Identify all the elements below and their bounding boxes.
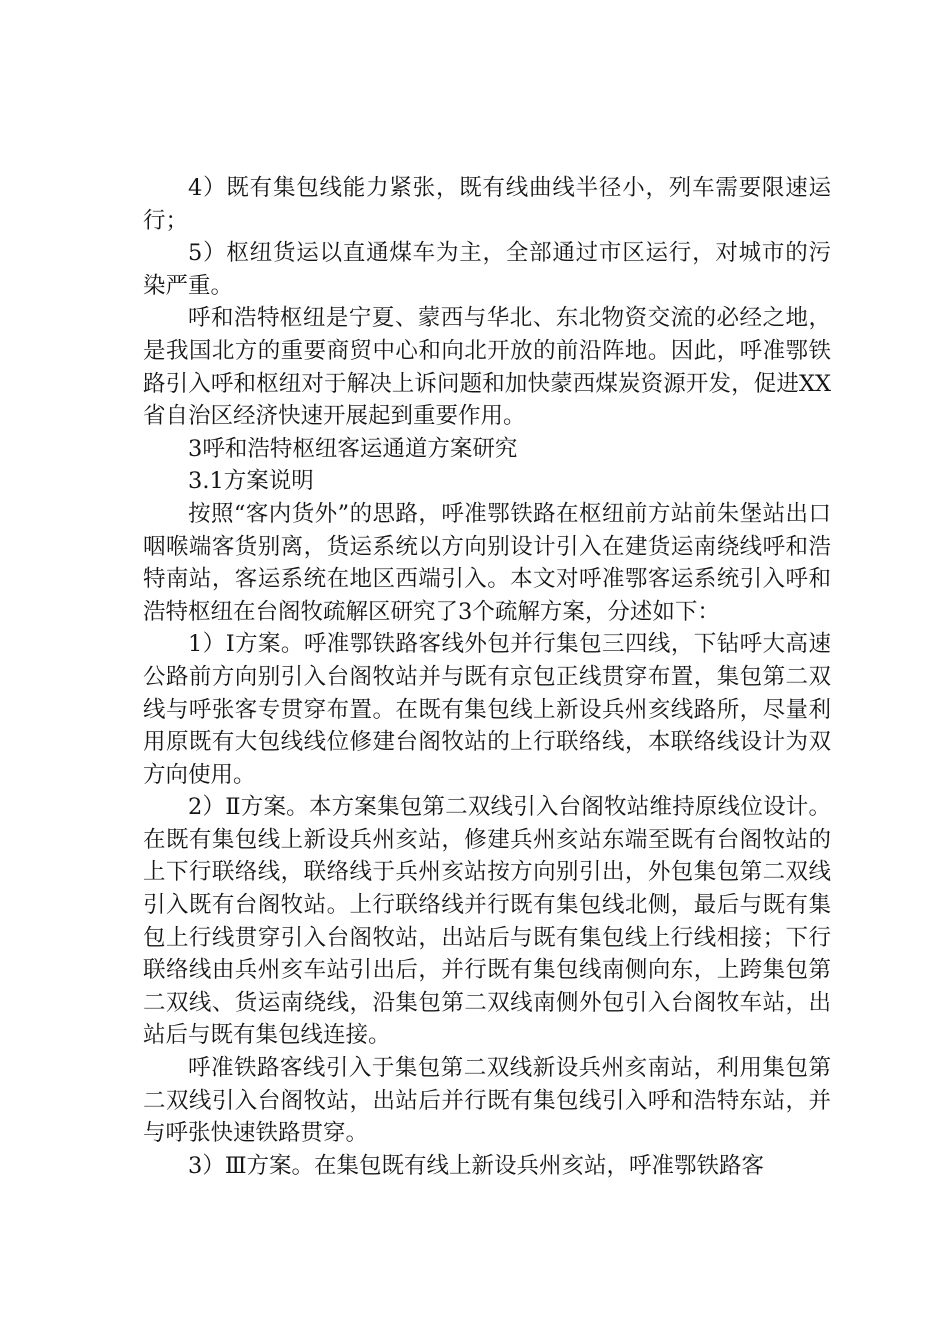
paragraph-scheme-1: 1）Ⅰ方案。呼准鄂铁路客线外包并行集包三四线，下钻呼大高速公路前方向别引入台阁牧站并与既有京包正线贯穿布置，集包第二双线与呼张客专贯穿布置。在既有集包线上新设兵州亥线路所，尽量利用原既有大包线线位修建台阁牧站的上行联络线，本联络线设计为双方向使用。	[143, 631, 831, 788]
section-heading-3: 3呼和浩特枢纽客运通道方案研究	[188, 435, 518, 462]
subsection-heading-3-1: 3.1方案说明	[188, 468, 314, 495]
document-body	[143, 172, 831, 1182]
paragraph-scheme-2-continued: 呼准铁路客线引入于集包第二双线新设兵州亥南站，利用集包第二双线引入台阁牧站，出站后并行既有集包线引入呼和浩特东站，并与呼张快速铁路贯穿。	[143, 1055, 831, 1147]
paragraph-scheme-3: 3）Ⅲ方案。在集包既有线上新设兵州亥站，呼准鄂铁路客	[188, 1152, 765, 1179]
paragraph-scheme-2: 2）Ⅱ方案。本方案集包第二双线引入台阁牧站维持原线位设计。在既有集包线上新设兵州亥站，修建兵州亥站东端至既有台阁牧站的上下行联络线，联络线于兵州亥站按方向别引出，外包集包第二双线引入既有台阁牧站。上行联络线并行既有集包线北侧，最后与既有集包上行线贯穿引入台阁牧站，出站后与既有集包线上行线相接；下行联络线由兵州亥车站引出后，并行既有集包线南侧向东，上跨集包第二双线、货运南绕线，沿集包第二双线南侧外包引入台阁牧车站，出站后与既有集包线连接。	[143, 794, 831, 1049]
paragraph-item-5: 5）枢纽货运以直通煤车为主，全部通过市区运行，对城市的污染严重。	[143, 240, 831, 299]
paragraph-item-4: 4）既有集包线能力紧张，既有线曲线半径小，列车需要限速运行；	[143, 175, 831, 234]
paragraph-scheme-overview: 按照“客内货外”的思路，呼准鄂铁路在枢纽前方站前朱堡站出口咽喉端客货别离，货运系统以方向别设计引入在建货运南绕线呼和浩特南站，客运系统在地区西端引入。本文对呼准鄂客运系统引入呼和浩特枢纽在台阁牧疏解区研究了3个疏解方案，分述如下：	[143, 500, 831, 625]
paragraph-hub-significance: 呼和浩特枢纽是宁夏、蒙西与华北、东北物资交流的必经之地，是我国北方的重要商贸中心和向北开放的前沿阵地。因此，呼准鄂铁路引入呼和枢纽对于解决上诉问题和加快蒙西煤炭资源开发，促进XX省自治区经济快速开展起到重要作用。	[143, 305, 831, 430]
